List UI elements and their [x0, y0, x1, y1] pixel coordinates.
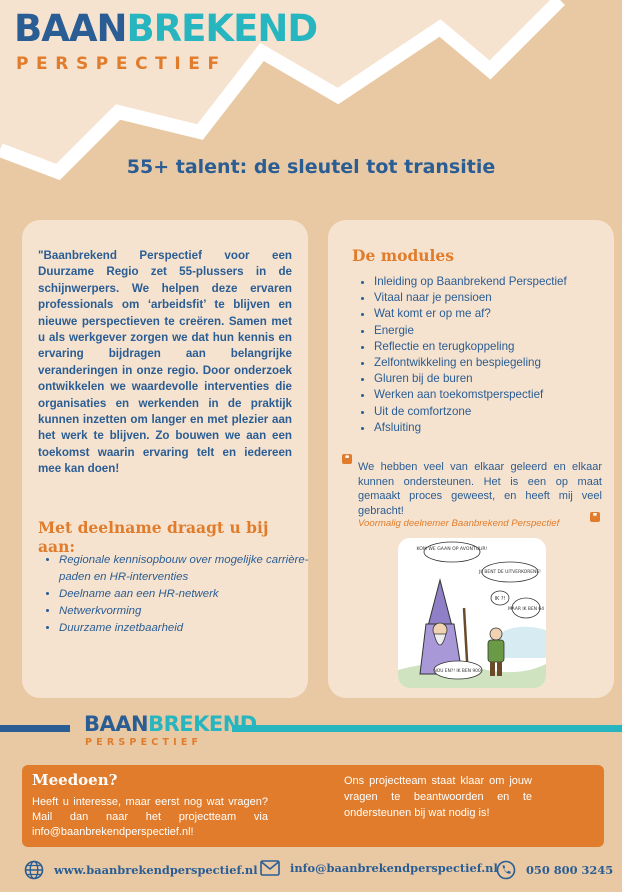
- list-item: • Energie: [374, 323, 567, 339]
- cartoon-bubble-1: KOM WE GAAN OP AVONTUUR!: [416, 547, 488, 552]
- list-item: • Wat komt er op me af?: [374, 306, 567, 322]
- divider-right: [232, 725, 622, 732]
- email-link[interactable]: info@baanbrekendperspectief.nl: [290, 861, 498, 875]
- cartoon-bubble-5: NOU EN?! IK BEN 900!: [433, 669, 483, 674]
- cta-right-text: Ons projectteam staat klaar om jouw vragen te beantwoorden en te ondersteunen bij wat nodig is!: [344, 775, 532, 819]
- brand-logo-small: [84, 712, 257, 748]
- list-item: • Duurzame inzetbaarheid: [59, 620, 319, 637]
- list-item: • Gluren bij de buren: [374, 371, 567, 387]
- page-title: 55+ talent: de sleutel tot transitie: [126, 156, 496, 178]
- brand-name-part1: BAAN: [14, 7, 127, 50]
- modules-list: [360, 274, 567, 436]
- contribution-list: [44, 552, 319, 637]
- quote-mark-icon: ❝: [342, 454, 352, 464]
- brand-name-part2: BREKEND: [148, 712, 257, 736]
- cartoon-illustration: [398, 538, 546, 688]
- brand-name-part2: BREKEND: [126, 7, 318, 50]
- list-item: • Inleiding op Baanbrekend Perspectief: [374, 274, 567, 290]
- brand-name-part1: BAAN: [84, 712, 149, 736]
- list-item: • Uit de comfortzone: [374, 404, 567, 420]
- email-contact[interactable]: [260, 860, 498, 876]
- phone-contact[interactable]: [496, 860, 613, 880]
- phone-icon: [496, 860, 516, 880]
- list-item: • Vitaal naar je pensioen: [374, 290, 567, 306]
- intro-text: "Baanbrekend Perspectief voor een Duurzame Regio zet 55-plussers in de schijnwerpers. We helpen deze ervaren professionals om ‘arbeidsfit’ te blijven en nieuwe perspectieven te creëren. Samen met u als werkgever zorgen we dat hun kennis en ervaring bijdragen aan belangrijke veranderingen in onze regio. Door onderzoek ontwikkelen we waardevolle interventies die organisaties en werkenden in de praktijk kunnen inzetten om langer en met plezier aan het werk te blijven. Zo bouwen we aan een toekomst waarin ervaring telt en iedereen mee kan doen!: [38, 249, 292, 476]
- cartoon-bubble-2: JIJ BENT DE UITVERKORENE!: [479, 570, 541, 575]
- website-contact[interactable]: [24, 860, 258, 880]
- intro-card: [22, 220, 308, 698]
- list-item: • Regionale kennisopbouw over mogelijke carrière-paden en HR-interventies: [59, 552, 319, 586]
- phone-number[interactable]: 050 800 3245: [526, 863, 614, 877]
- envelope-icon: [260, 860, 280, 876]
- cta-box: [22, 765, 604, 847]
- divider-left: [0, 725, 70, 732]
- globe-icon: [24, 860, 44, 880]
- brand-logo: [14, 8, 317, 74]
- list-item: • Werken aan toekomstperspectief: [374, 387, 567, 403]
- cartoon-drawing: [398, 538, 546, 688]
- list-item: • Afsluiting: [374, 420, 567, 436]
- list-item: • Netwerkvorming: [59, 603, 319, 620]
- quote-mark-icon: ❞: [590, 512, 600, 522]
- cta-left-text: Heeft u interesse, maar eerst nog wat vragen? Mail dan naar het projectteam via info@baanbrekendperspectief.nl!: [32, 796, 268, 838]
- modules-heading: De modules: [352, 246, 455, 265]
- website-link[interactable]: www.baanbrekendperspectief.nl: [54, 863, 258, 877]
- list-item: • Zelfontwikkeling en bespiegeling: [374, 355, 567, 371]
- cartoon-bubble-3: IK ?!: [494, 596, 506, 602]
- brand-subtitle: PERSPECTIEF: [85, 737, 203, 748]
- cartoon-bubble-4: MAAR IK BEN 64: [508, 607, 544, 612]
- brand-subtitle: PERSPECTIEF: [16, 54, 227, 74]
- contact-footer: [0, 860, 622, 884]
- testimonial-source: Voormalig deelnemer Baanbrekend Perspectief: [358, 518, 560, 529]
- cta-title: Meedoen?: [32, 771, 118, 789]
- modules-card: [328, 220, 614, 698]
- list-item: • Deelname aan een HR-netwerk: [59, 586, 319, 603]
- testimonial-text: We hebben veel van elkaar geleerd en elkaar kunnen ondersteunen. Het is een op maat gemaakt proces geweest, en heeft mij veel gebracht!: [358, 461, 602, 517]
- contribution-heading: Met deelname draagt u bij aan:: [38, 518, 269, 556]
- list-item: • Reflectie en terugkoppeling: [374, 339, 567, 355]
